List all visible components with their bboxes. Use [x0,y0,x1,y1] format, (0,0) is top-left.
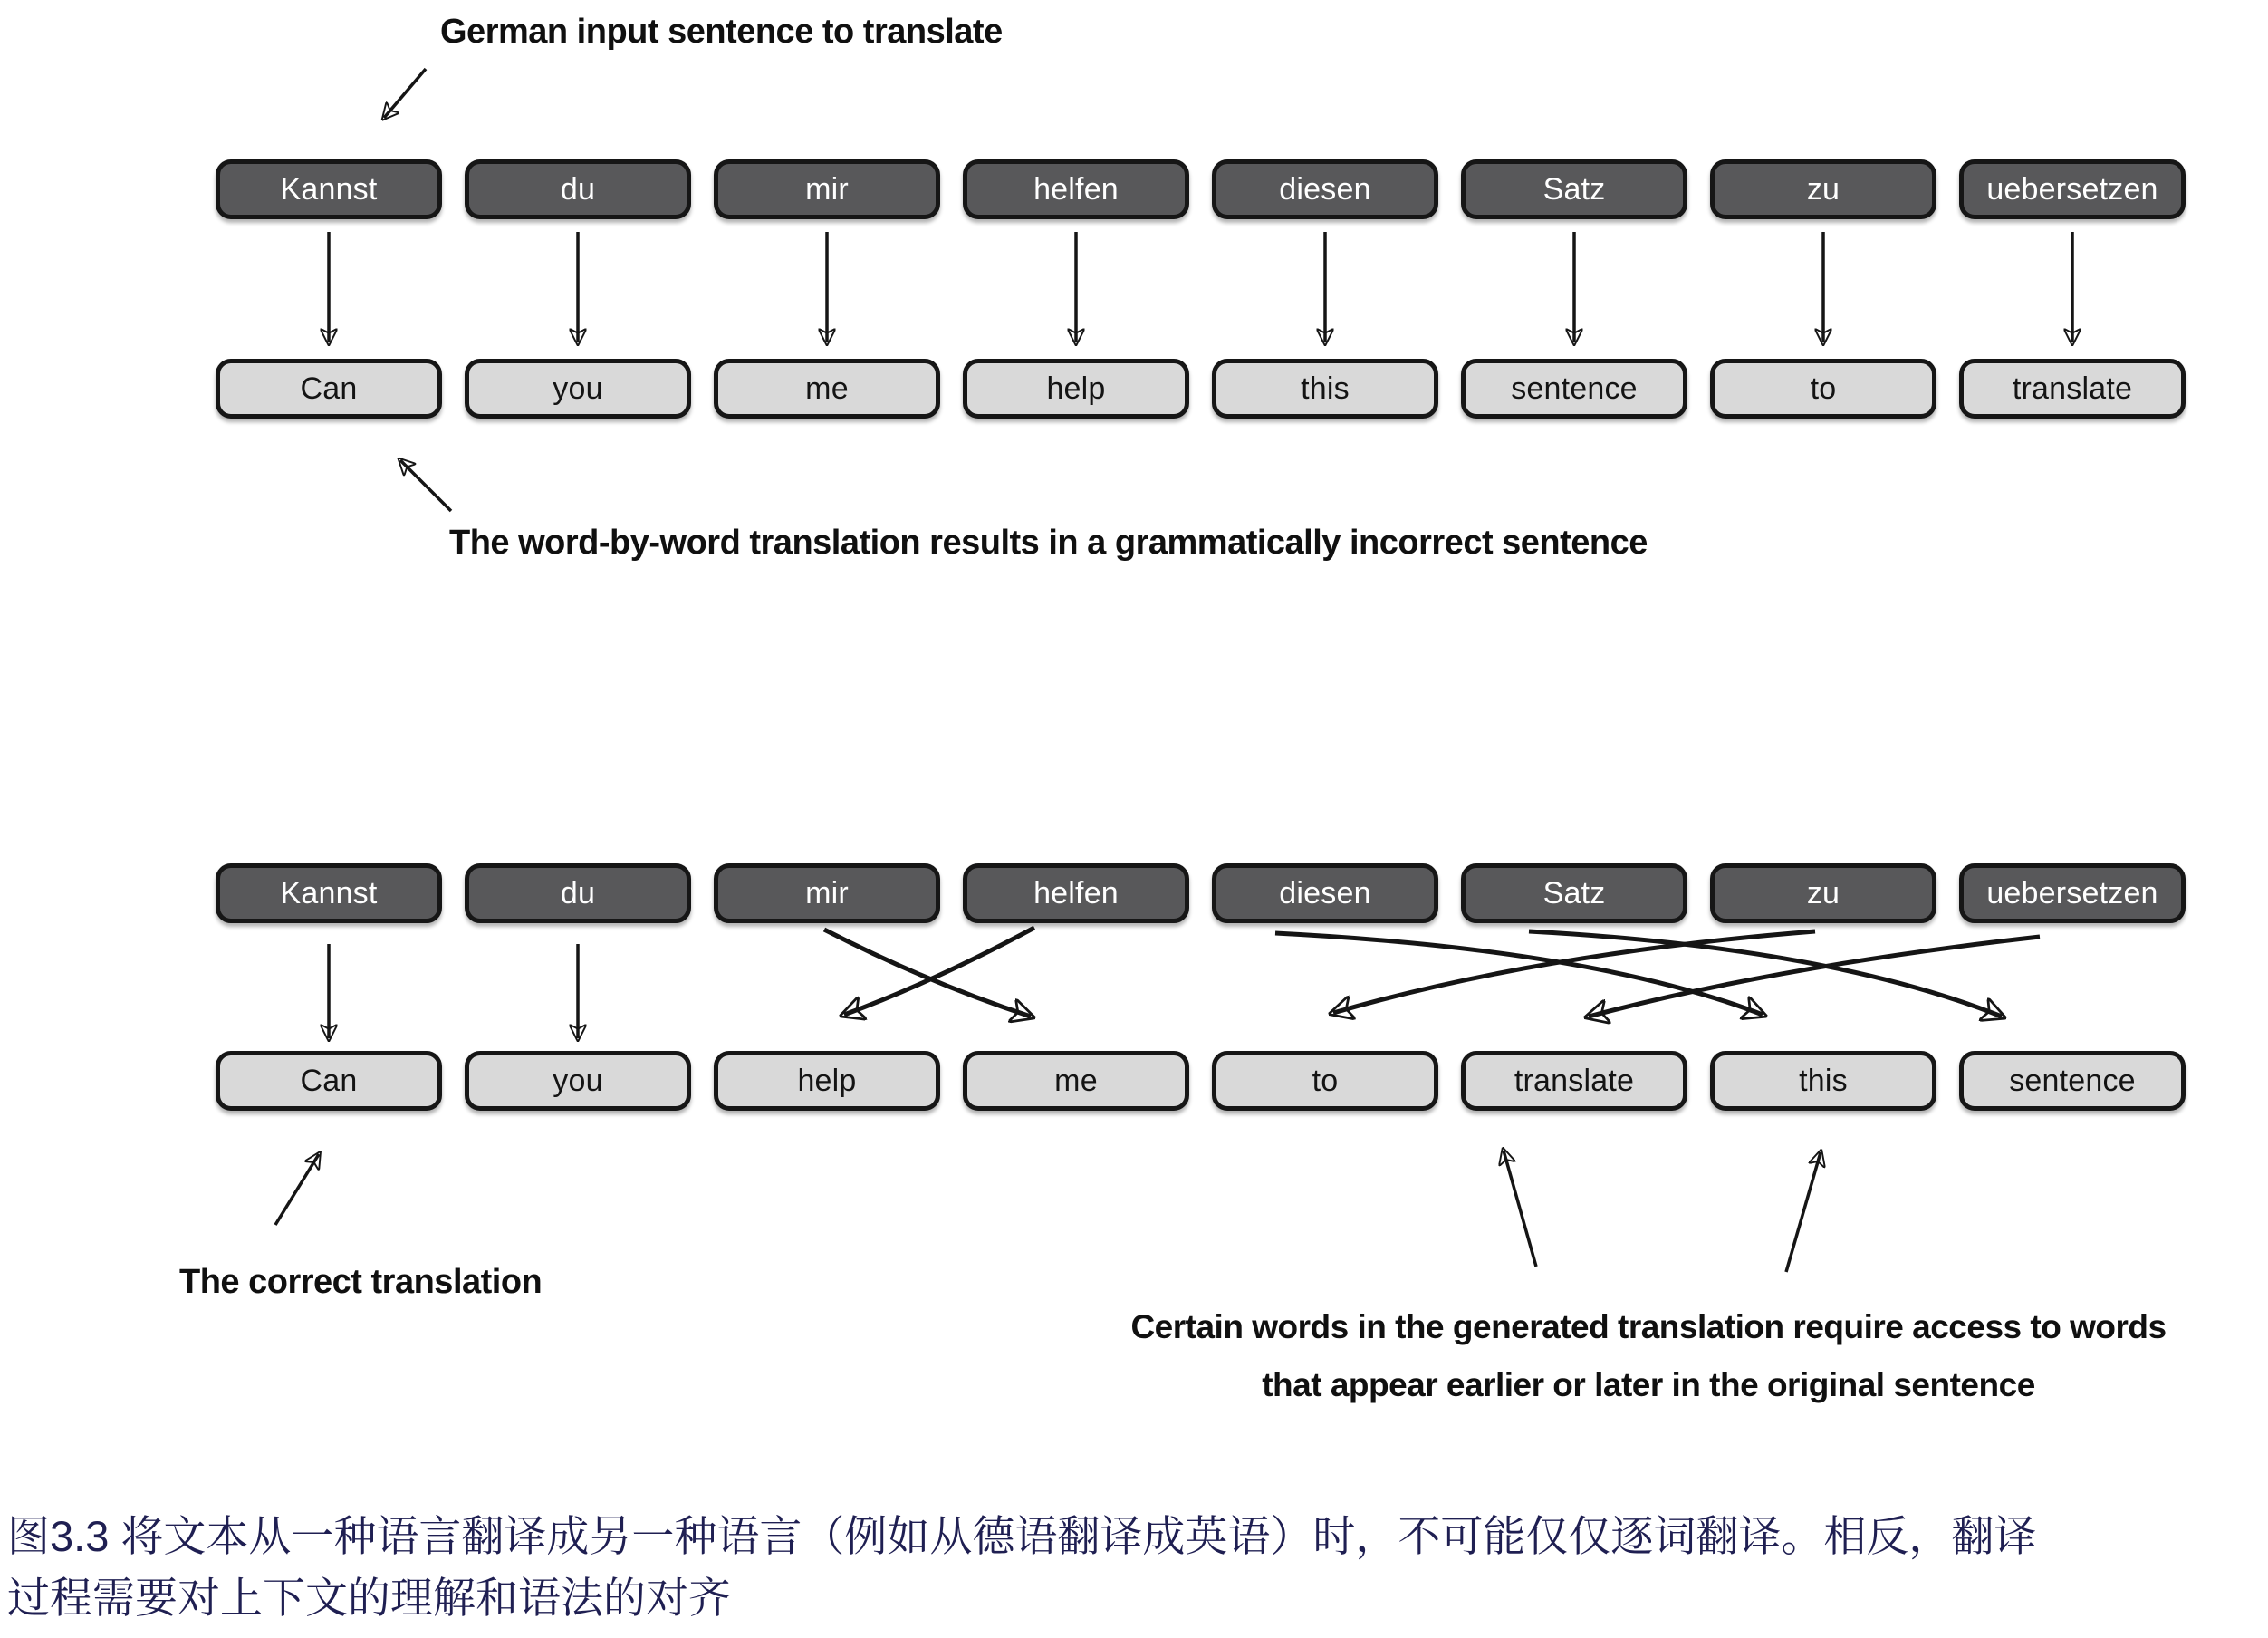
word-box-german: du [465,159,691,219]
word-box-german: Satz [1461,863,1687,923]
word-box-english: sentence [1461,359,1687,419]
word-box-german: mir [714,159,940,219]
word-box-english: translate [1461,1051,1687,1111]
arrow-satz-to-sentence [1529,931,2002,1017]
callout-arrow-context-translate [1504,1151,1536,1267]
word-box-german: uebersetzen [1959,863,2186,923]
word-box-german: zu [1710,159,1936,219]
word-box-english: this [1710,1051,1936,1111]
arrow-diesen-to-this [1275,933,1763,1015]
callout-arrow-context-sentence [1786,1152,1821,1272]
word-box-english: sentence [1959,1051,2186,1111]
word-box-german: helfen [963,159,1189,219]
word-box-english: help [963,359,1189,419]
arrow-helfen-to-help [844,928,1034,1015]
word-box-german: diesen [1212,159,1438,219]
figure-caption-line1: 图3.3 将文本从一种语言翻译成另一种语言（例如从德语翻译成英语）时，不可能仅仅逐词翻译。相反，翻译 [7,1512,2037,1560]
figure-caption-line2: 过程需要对上下文的理解和语法的对齐 [7,1574,731,1622]
row-english-correct [216,1051,2186,1111]
word-box-german: du [465,863,691,923]
figure-caption [7,1506,2264,1629]
word-box-german: diesen [1212,863,1438,923]
callout-arrow-word-by-word [400,460,451,511]
word-box-english: translate [1959,359,2186,419]
word-box-english: help [714,1051,940,1111]
word-box-english: Can [216,1051,442,1111]
word-box-german: Kannst [216,863,442,923]
annotation-context-line1: Certain words in the generated translation require access to words [1130,1308,2167,1345]
word-box-german: uebersetzen [1959,159,2186,219]
row-english-word-by-word [216,359,2186,419]
word-box-english: to [1710,359,1936,419]
arrow-zu-to-to [1333,931,1815,1013]
arrow-uebersetzen-to-translate [1589,937,2040,1017]
callout-arrow-german-input [384,69,426,118]
word-box-english: you [465,359,691,419]
annotation-context-line2: that appear earlier or later in the original sentence [1262,1366,2035,1403]
word-box-german: mir [714,863,940,923]
word-box-english: Can [216,359,442,419]
callout-arrow-correct-translation [275,1154,319,1225]
annotation-german-input: German input sentence to translate [440,13,1003,51]
word-box-german: helfen [963,863,1189,923]
word-box-english: to [1212,1051,1438,1111]
word-box-english: me [963,1051,1189,1111]
row-german-bottom [216,863,2186,923]
word-box-english: this [1212,359,1438,419]
word-box-english: me [714,359,940,419]
word-box-english: you [465,1051,691,1111]
word-box-german: Satz [1461,159,1687,219]
word-box-german: zu [1710,863,1936,923]
annotation-word-by-word: The word-by-word translation results in a grammatically incorrect sentence [449,524,1648,562]
annotation-correct-translation: The correct translation [179,1263,543,1301]
arrow-mir-to-me [824,930,1031,1017]
row-german-top [216,159,2186,219]
word-box-german: Kannst [216,159,442,219]
annotation-context-access [983,1308,2268,1404]
